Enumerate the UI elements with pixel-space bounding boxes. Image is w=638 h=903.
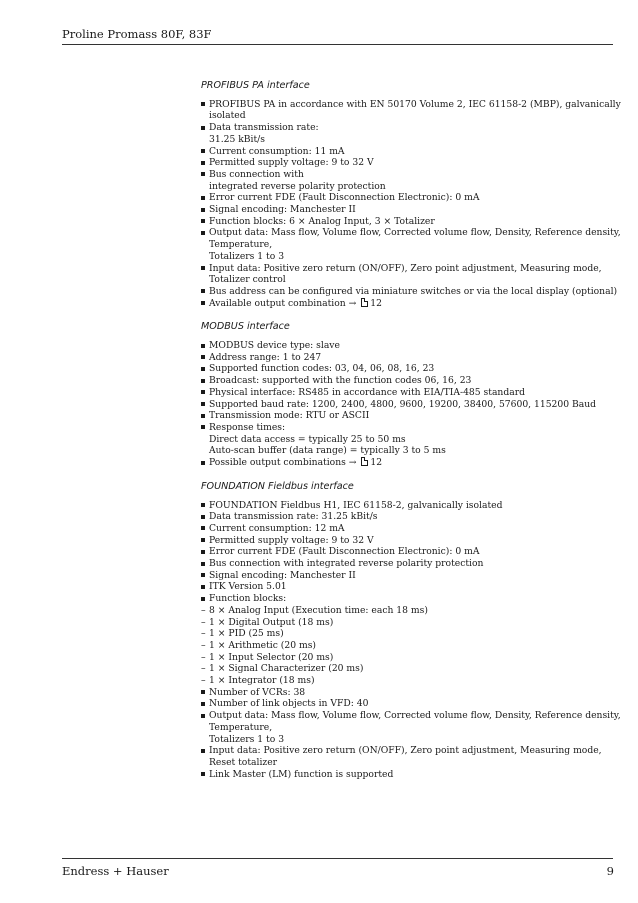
section-title-foundation: FOUNDATION Fieldbus interface (201, 480, 354, 492)
page-reference-link[interactable]: 12 (370, 457, 383, 469)
section-title-profibus: PROFIBUS PA interface (201, 80, 310, 91)
function-block-item: – 1 × Input Selector (20 ms) (201, 652, 621, 664)
list-item: Permitted supply voltage: 9 to 32 V (201, 157, 621, 169)
page-number: 9 (606, 864, 614, 878)
foundation-section (201, 481, 621, 781)
list-item: Physical interface: RS485 in accordance with EIA/TIA-485 standard (201, 387, 621, 399)
modbus-section (201, 321, 621, 468)
list-item: Signal encoding: Manchester II (201, 570, 621, 582)
footer-company: Endress + Hauser (62, 864, 169, 878)
list-item: Function blocks: 6 × Analog Input, 3 × Totalizer (201, 216, 621, 228)
page-reference-icon (361, 457, 368, 466)
list-item: Current consumption: 11 mA (201, 146, 621, 158)
list-item: Error current FDE (Fault Disconnection Electronic): 0 mA (201, 192, 621, 204)
page-reference-link[interactable]: 12 (370, 297, 382, 309)
list-item: Output data: Mass flow, Volume flow, Corrected volume flow, Density, Reference density, Temperature, Totalizers 1 to 3 (201, 710, 621, 745)
header-rule (62, 44, 613, 45)
document-header: Proline Promass 80F, 83F (62, 27, 212, 41)
footer-rule (62, 858, 613, 859)
main-content (201, 80, 621, 792)
list-item: Output data: Mass flow, Volume flow, Corrected volume flow, Density, Reference density, Temperature, Totalizers 1 to 3 (201, 227, 621, 262)
foundation-list-continued (201, 687, 621, 781)
list-item: Supported function codes: 03, 04, 06, 08, 16, 23 (201, 363, 621, 375)
list-item: Broadcast: supported with the function codes 06, 16, 23 (201, 375, 621, 387)
function-block-item: – 8 × Analog Input (Execution time: each 18 ms) (201, 605, 621, 617)
list-item: Available output combination → 12 (201, 298, 621, 310)
list-item: Input data: Positive zero return (ON/OFF), Zero point adjustment, Measuring mode, Totalizer control (201, 263, 621, 286)
list-item: PROFIBUS PA in accordance with EN 50170 Volume 2, IEC 61158-2 (MBP), galvanically isolated (201, 99, 621, 122)
list-item: Bus connection with integrated reverse polarity protection (201, 169, 621, 192)
list-item: Signal encoding: Manchester II (201, 204, 621, 216)
list-item: Link Master (LM) function is supported (201, 769, 621, 781)
list-item: Current consumption: 12 mA (201, 523, 621, 535)
list-item: FOUNDATION Fieldbus H1, IEC 61158-2, galvanically isolated (201, 500, 621, 512)
list-item: Function blocks: (201, 593, 621, 605)
list-item: Bus address can be configured via miniature switches or via the local display (optional) (201, 286, 621, 298)
list-item: Transmission mode: RTU or ASCII (201, 410, 621, 422)
function-block-item: – 1 × Signal Characterizer (20 ms) (201, 663, 621, 675)
function-block-item: – 1 × PID (25 ms) (201, 628, 621, 640)
page-reference-icon (361, 298, 368, 307)
list-item: Permitted supply voltage: 9 to 32 V (201, 535, 621, 547)
list-item: MODBUS device type: slave (201, 340, 621, 352)
function-blocks-list (201, 605, 621, 687)
section-title-modbus: MODBUS interface (201, 321, 290, 333)
list-item: ITK Version 5.01 (201, 581, 621, 593)
list-item: Number of link objects in VFD: 40 (201, 698, 621, 710)
modbus-list (201, 340, 621, 469)
profibus-list (201, 99, 621, 310)
function-block-item: – 1 × Digital Output (18 ms) (201, 617, 621, 629)
list-item: Error current FDE (Fault Disconnection Electronic): 0 mA (201, 546, 621, 558)
list-item: Number of VCRs: 38 (201, 687, 621, 699)
function-block-item: – 1 × Integrator (18 ms) (201, 675, 621, 687)
list-item: Supported baud rate: 1200, 2400, 4800, 9600, 19200, 38400, 57600, 115200 Baud (201, 399, 621, 411)
list-item: Data transmission rate: 31.25 kBit/s (201, 122, 621, 145)
list-item: Possible output combinations → 12 (201, 457, 621, 469)
profibus-section (201, 80, 621, 309)
list-item: Data transmission rate: 31.25 kBit/s (201, 511, 621, 523)
list-item: Response times: Direct data access = typically 25 to 50 ms Auto-scan buffer (data range) = typically 3 to 5 ms (201, 422, 621, 457)
list-item: Address range: 1 to 247 (201, 352, 621, 364)
list-item: Input data: Positive zero return (ON/OFF), Zero point adjustment, Measuring mode, Reset totalizer (201, 745, 621, 768)
function-block-item: – 1 × Arithmetic (20 ms) (201, 640, 621, 652)
list-item: Bus connection with integrated reverse polarity protection (201, 558, 621, 570)
foundation-list (201, 500, 621, 605)
